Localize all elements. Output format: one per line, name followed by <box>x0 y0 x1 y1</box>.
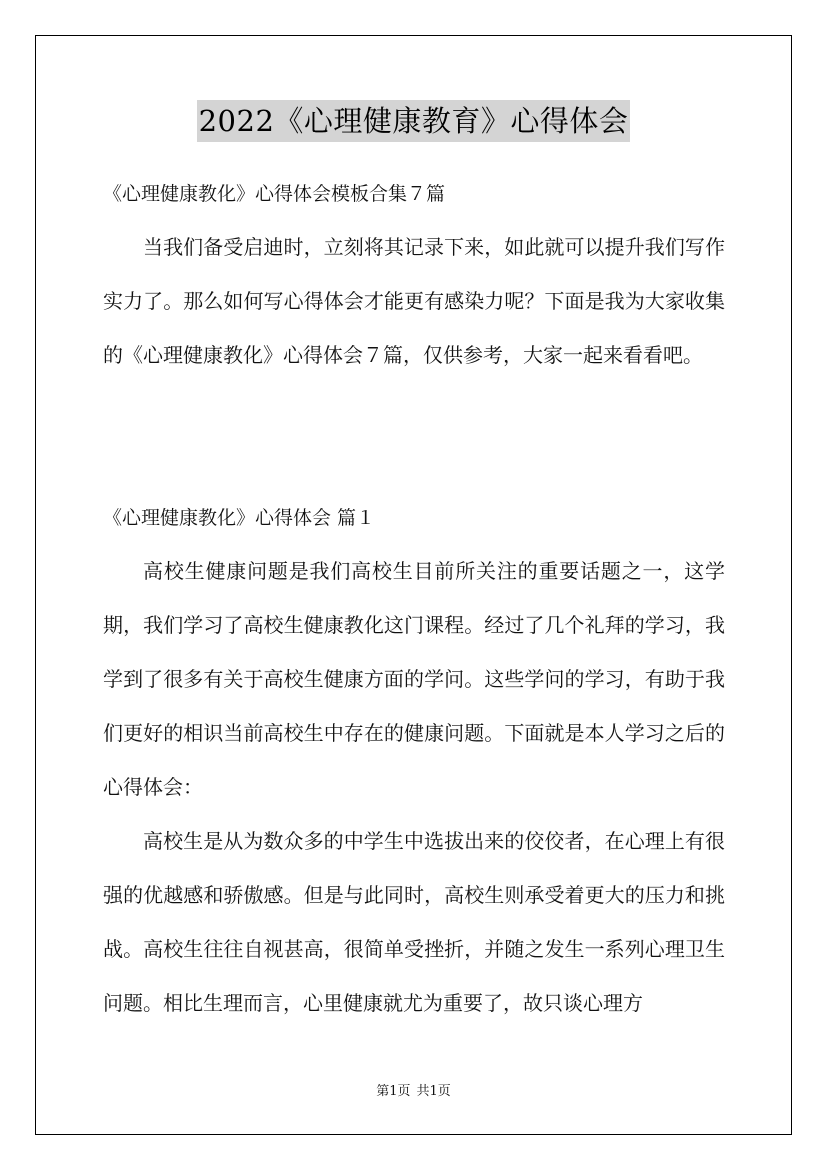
page-total: 共1页 <box>416 1084 451 1099</box>
page-number: 第1页 <box>376 1084 411 1099</box>
document-title: 2022《心理健康教育》心得体会 <box>197 100 631 142</box>
section-heading: 《心理健康教化》心得体会 篇１ <box>103 507 376 529</box>
intro-paragraph: 当我们备受启迪时，立刻将其记录下来，如此就可以提升我们写作实力了。那么如何写心得体会才能更有感染力呢？下面是我为大家收集的《心理健康教化》心得体会７篇，仅供参考，大家一起来看看吧。 <box>103 235 725 367</box>
body-paragraph-2: 高校生是从为数众多的中学生中选拔出来的佼佼者，在心理上有很强的优越感和骄傲感。但是与此同时，高校生则承受着更大的压力和挑战。高校生往往自视甚高，很简单受挫折，并随之发生一系列心理卫生问题。相比生理而言，心里健康就尤为重要了，故只谈心理方 <box>103 829 725 1015</box>
title-container <box>0 100 827 142</box>
page-footer <box>0 1083 827 1101</box>
document-subtitle: 《心理健康教化》心得体会模板合集７篇 <box>103 183 446 205</box>
body-paragraph-1: 高校生健康问题是我们高校生目前所关注的重要话题之一，这学期，我们学习了高校生健康教化这门课程。经过了几个礼拜的学习，我学到了很多有关于高校生健康方面的学问。这些学问的学习，有助于我们更好的相识当前高校生中存在的健康问题。下面就是本人学习之后的心得体会： <box>103 559 725 799</box>
